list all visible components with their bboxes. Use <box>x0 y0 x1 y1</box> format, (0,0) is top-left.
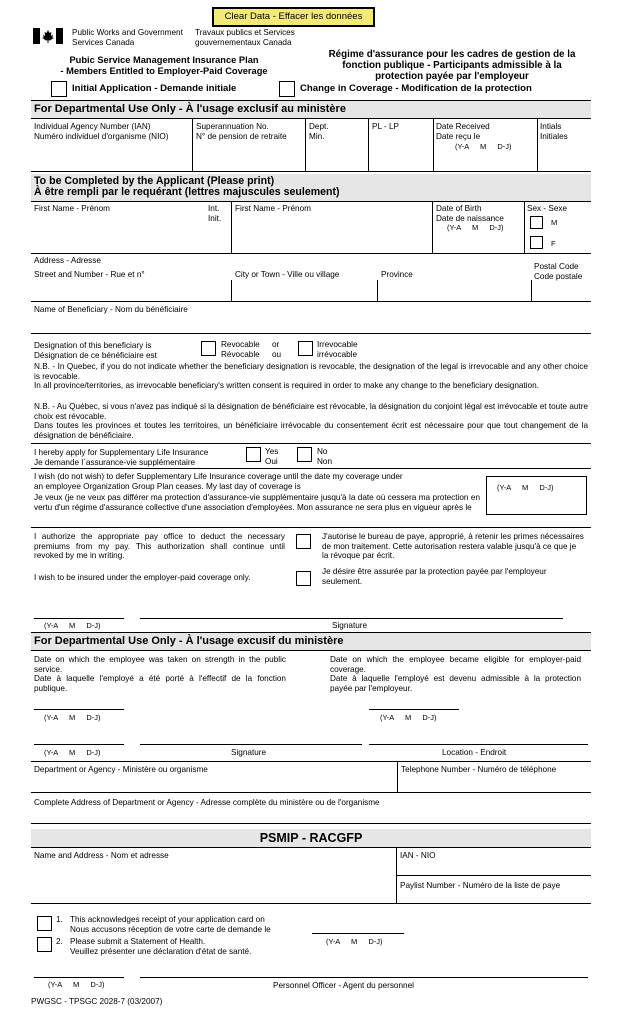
dept-agency-field[interactable]: Department or Agency - Ministère ou organisme <box>34 765 208 774</box>
dept-field[interactable]: Dept. Min. <box>309 122 329 141</box>
date-of-birth-field[interactable]: Date of Birth Date de naissance <box>436 204 504 223</box>
paylist-field[interactable]: Paylist Number - Numéro de la liste de paye <box>400 881 561 890</box>
sex-m-checkbox[interactable] <box>530 216 543 229</box>
initial-application-checkbox[interactable] <box>51 81 67 97</box>
revocable-checkbox[interactable] <box>201 341 216 356</box>
change-coverage-label: Change in Coverage - Modification de la protection <box>300 83 532 94</box>
change-coverage-checkbox[interactable] <box>279 81 295 97</box>
psmip-ian-field[interactable]: IAN - NIO <box>400 851 436 860</box>
street-field[interactable]: Street and Number - Rue et n° <box>34 270 145 279</box>
date-format-hint: (Y-A M D-J) <box>447 223 504 232</box>
applicant-signature-field[interactable]: Signature <box>332 621 368 630</box>
clear-data-label: Clear Data - Effacer les données <box>224 11 363 22</box>
date-format-hint: (Y-A M D-J) <box>48 980 105 989</box>
all-provinces-fr-text: Dans toutes les provinces et toutes les territoires, un bénéficiaire irrévocable du consentement écrit est nécessaire pour que tout changement de la désignation de bénéficiaire. <box>34 421 588 440</box>
irrevocable-checkbox[interactable] <box>298 341 313 356</box>
supplementary-yes-label: Yes Oui <box>265 447 279 466</box>
receipt-ack-checkbox[interactable] <box>37 916 52 931</box>
sex-m-label: M <box>551 218 558 227</box>
date-format-hint: (Y-A M D-J) <box>44 713 101 722</box>
form-title-fr: Régime d'assurance pour les cadres de gestion de la fonction publique - Participants admissible à la protection payée par l'employeur <box>328 49 576 82</box>
superannuation-field[interactable]: Superannuation No. N° de pension de retraite <box>196 122 287 141</box>
supplementary-no-checkbox[interactable] <box>297 447 312 462</box>
clear-data-button[interactable] <box>212 7 375 27</box>
insured-fr-text: Je désire être assurée par la protection payée par l'employeur seulement. <box>322 567 547 586</box>
canada-flag-icon <box>33 28 63 46</box>
first-name-field[interactable]: First Name - Prénom <box>34 204 110 213</box>
date-format-hint: (Y-A M D-J) <box>44 748 101 757</box>
date-format-hint: (Y-A M D-J) <box>497 483 554 492</box>
address-label: Address - Adresse <box>34 256 101 265</box>
applicant-heading: To be Completed by the Applicant (Please print) À être rempli par le requérant (lettres majuscules seulement) <box>31 174 591 201</box>
insured-en-text: I wish to be insured under the employer-paid coverage only. <box>34 573 251 582</box>
authorization-en-text: I authorize the appropriate pay office to deduct the necessary premiums from my pay. This authorization shall continue until revoked by me in writing. <box>34 532 285 560</box>
supplementary-yes-checkbox[interactable] <box>246 447 261 462</box>
form-number: PWGSC - TPSGC 2028-7 (03/2007) <box>31 997 163 1006</box>
sex-label: Sex - Sexe <box>527 204 568 213</box>
telephone-field[interactable]: Telephone Number - Numéro de téléphone <box>401 765 557 774</box>
authorization-fr-text: J'autorise le bureau de paye, approprié, à retenir les primes nécessaires de mon traitement. Cette autorisation restera valable jusqu'à ce que je la révoque par écrit. <box>322 532 584 560</box>
personnel-officer-field[interactable]: Personnel Officer - Agent du personnel <box>273 981 414 990</box>
psmip-heading: PSMIP - RACGFP <box>31 829 591 847</box>
nb-fr-text: N.B. - Au Québec, si vous n'avez pas indiqué si la désignation de bénéficiaire est révocable, la désignation du conjoint légal est irrévocable et toute autre choix est révocable. <box>34 402 588 421</box>
statement-health-text: Please submit a Statement of Health. Veuillez présenter une déclaration d'état de santé. <box>70 937 252 956</box>
initial-field[interactable]: Int. Init. <box>208 204 222 223</box>
sex-f-checkbox[interactable] <box>530 236 543 249</box>
strength-fr-text: Date à laquelle l'employé a été porté à l'effectif de la fonction publique. <box>34 674 286 693</box>
form-title-en: Pubic Service Management Insurance Plan - Members Entitled to Employer-Paid Coverage <box>60 55 268 76</box>
complete-address-field[interactable]: Complete Address of Department or Agency - Adresse complète du ministère ou de l'organisme <box>34 798 380 807</box>
initial-application-label: Initial Application - Demande initiale <box>72 83 237 94</box>
strength-en-text: Date on which the employee was taken on strength in the public service. <box>34 655 286 674</box>
nb-en-text: N.B. - In Quebec, if you do not indicate whether the beneficiary designation is revocable, the designation of the legal is irrevocable and any other choice is revocable. <box>34 362 588 381</box>
or-label: or ou <box>272 340 282 359</box>
pl-field[interactable]: PL - LP <box>372 122 400 131</box>
item2-number: 2. <box>56 937 63 946</box>
supplementary-no-label: No Non <box>317 447 333 466</box>
last-coverage-date-box[interactable] <box>486 476 587 515</box>
all-provinces-en-text: In all province/territories, as irrevocable beneficiary's written consent is required in order to make any change to the beneficiary designation. <box>34 381 539 390</box>
location-field[interactable]: Location - Endroit <box>442 748 507 757</box>
statement-health-checkbox[interactable] <box>37 937 52 952</box>
date-format-hint: (Y-A M D-J) <box>455 142 512 151</box>
eligible-en-text: Date on which the employee became eligible for employer-paid coverage. <box>330 655 581 674</box>
supplementary-label: I hereby apply for Supplementary Life Insurance Je demande l`assurance-vie supplémentaire <box>34 448 209 467</box>
receipt-ack-text: This acknowledges receipt of your application card on Nous accusons réception de votre carte de demande le <box>70 915 271 934</box>
defer-fr-text: Je veux (je ne veux pas différer ma protection d'assurance-vie supplémentaire jusqu'à la date où cessera ma protection en vertu d'un régime d'assurance collective d'une association d'employées. Mon assurance ne sera plus en vigueur après le <box>34 493 480 512</box>
dept-name-fr: Travaux publics et Services gouvernementaux Canada <box>195 28 295 47</box>
designation-label: Designation of this beneficiary is Désignation de ce bénéficiaire est <box>34 341 157 360</box>
sex-f-label: F <box>551 239 556 248</box>
first-name-2-field[interactable]: First Name - Prénom <box>235 204 311 213</box>
irrevocable-label: Irrevocable irrévocable <box>317 340 358 359</box>
beneficiary-field[interactable]: Name of Beneficiary - Nom du bénéficiaire <box>34 305 188 314</box>
item1-number: 1. <box>56 915 63 924</box>
insured-checkbox[interactable] <box>296 571 311 586</box>
ian-field[interactable]: Individual Agency Number (IAN) Numéro individuel d'organisme (NIO) <box>34 122 169 141</box>
dept-use-2-heading: For Departmental Use Only - À l'usage excusif du ministère <box>31 633 591 650</box>
defer-en-text: I wish (do not wish) to defer Supplementary Life Insurance coverage until the date my coverage under an employee Organization Group Plan ceases. My last day of coverage is <box>34 472 403 491</box>
officer-signature-field[interactable]: Signature <box>231 748 267 757</box>
city-field[interactable]: City or Town - Ville ou village <box>235 270 340 279</box>
province-field[interactable]: Province <box>381 270 413 279</box>
date-format-hint: (Y-A M D-J) <box>326 937 383 946</box>
date-format-hint: (Y-A M D-J) <box>380 713 437 722</box>
initials-field[interactable]: Intials Initiales <box>540 122 568 141</box>
dept-use-heading: For Departmental Use Only - À l'usage exclusif au ministère <box>31 101 591 118</box>
authorization-checkbox[interactable] <box>296 534 311 549</box>
revocable-label: Revocable Révocable <box>221 340 260 359</box>
eligible-fr-text: Date à laquelle l'employé est devenu admissible à la protection payée par l'employeur. <box>330 674 581 693</box>
postal-code-field[interactable]: Postal Code Code postale <box>534 262 583 281</box>
name-address-field[interactable]: Name and Address - Nom et adresse <box>34 851 169 860</box>
date-received-field[interactable]: Date Received Date reçu le <box>436 122 490 141</box>
date-format-hint: (Y-A M D-J) <box>44 621 101 630</box>
dept-name-en: Public Works and Government Services Canada <box>72 28 183 47</box>
